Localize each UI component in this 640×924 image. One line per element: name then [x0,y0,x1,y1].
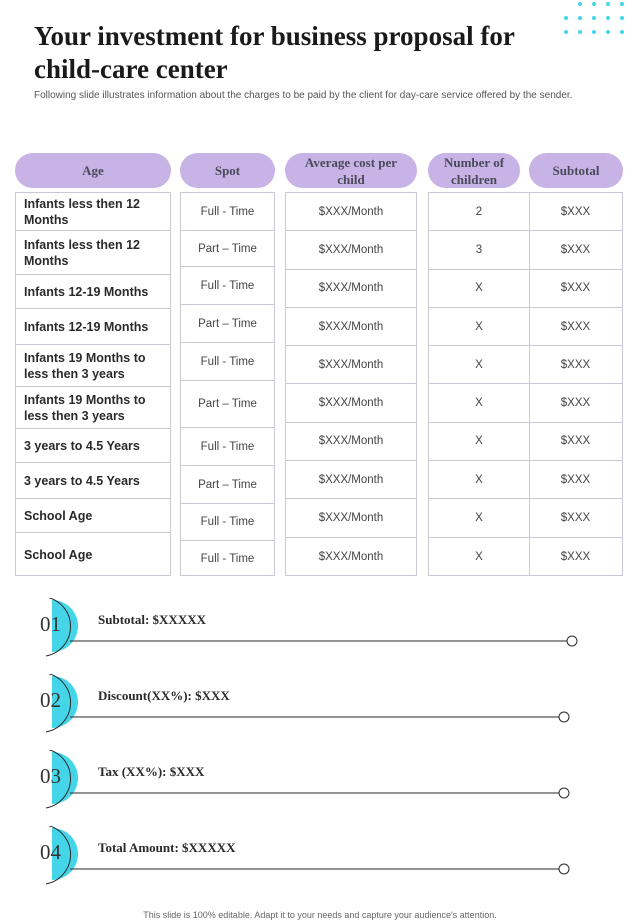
dot [592,2,596,6]
dot [620,16,624,20]
summary-row [40,750,580,810]
summary-label: Discount(XX%): $XXX [98,688,230,703]
spot-cell: Full - Time [181,428,274,466]
column-children-subtotal [428,192,623,576]
column-age [15,192,171,576]
age-cell: Infants 12-19 Months [16,309,170,345]
summary-decoration [40,750,585,810]
dot [592,16,596,20]
dot [606,2,610,6]
spot-cell: Part – Time [181,466,274,504]
summary-row [40,598,580,658]
subtotal-cell: $XXX [560,550,591,563]
header-number-of-children: Number of children [428,153,520,188]
summary-decoration [40,826,585,886]
summary-label: Tax (XX%): $XXX [98,764,205,779]
children-count-cell: X [429,423,529,461]
age-cell: Infants 19 Months to less then 3 years [16,345,170,387]
children-count-cell: X [429,385,529,423]
spot-cell: Full - Time [181,504,274,541]
page-subtitle: Following slide illustrates information about the charges to be paid by the client for day-care service offered by the sender. [34,90,573,101]
footer-note: This slide is 100% editable. Adapt it to your needs and capture your audience's attention. [143,910,497,920]
age-cell: 3 years to 4.5 Years [16,429,170,463]
dot [578,16,582,20]
children-count-cell: X [429,270,529,308]
children-count-cell: X [429,308,529,346]
subtotal-cell: $XXX [529,231,622,269]
summary-number: 03 [40,764,61,788]
summary-number: 04 [40,840,61,864]
summary-label: Subtotal: $XXXXX [98,612,206,627]
age-cell: School Age [16,499,170,533]
age-cell: 3 years to 4.5 Years [16,463,170,499]
line-end-circle-icon [559,712,569,722]
age-cell: Infants 12-19 Months [16,275,170,309]
line-end-circle-icon [559,788,569,798]
children-count-cell: X [429,461,529,499]
header-age: Age [15,153,171,188]
dot [606,30,610,34]
spot-cell: Full - Time [181,267,274,305]
subtotal-cell: $XXX [529,461,622,499]
dot [564,16,568,20]
dot [578,30,582,34]
header-spot: Spot [180,153,275,188]
age-cell: School Age [24,547,93,562]
children-count-cell: 2 [429,193,529,231]
spot-cell: Part – Time [181,231,274,267]
header-subtotal: Subtotal [529,153,623,188]
age-cell: Infants less then 12 Months [16,231,170,275]
subtotal-cell: $XXX [529,499,622,537]
children-count-cell: 3 [429,231,529,269]
spot-cell: Part – Time [181,381,274,428]
spot-cell: Full - Time [200,552,255,565]
average-cost-cell: $XXX/Month [286,346,416,384]
line-end-circle-icon [567,636,577,646]
subtotal-cell: $XXX [529,308,622,346]
summary-decoration [40,598,585,658]
summary-number: 02 [40,688,61,712]
subtotal-cell: $XXX [529,346,622,384]
children-count-cell: X [429,346,529,384]
subtotal-cell: $XXX [529,193,622,231]
age-cell: Infants 19 Months to less then 3 years [16,387,170,429]
summary-row [40,826,580,886]
spot-cell: Part – Time [181,305,274,343]
column-average-cost [285,192,417,576]
children-count-cell: X [429,499,529,537]
column-spot [180,192,275,576]
subtotal-cell: $XXX [529,270,622,308]
average-cost-cell: $XXX/Month [286,461,416,499]
age-cell: Infants less then 12 Months [16,193,170,231]
dot [620,2,624,6]
spot-cell: Full - Time [181,343,274,381]
summary-row [40,674,580,734]
page-title: Your investment for business proposal for child-care center [34,21,515,84]
average-cost-cell: $XXX/Month [286,499,416,537]
dot [606,16,610,20]
spot-cell: Full - Time [181,193,274,231]
summary-decoration [40,674,585,734]
average-cost-cell: $XXX/Month [286,270,416,308]
dot [592,30,596,34]
summary-number: 01 [40,612,61,636]
dot [564,30,568,34]
dot [620,30,624,34]
summary-label: Total Amount: $XXXXX [98,840,236,855]
average-cost-cell: $XXX/Month [286,385,416,423]
average-cost-cell: $XXX/Month [286,423,416,461]
header-average-cost: Average cost per child [285,153,417,188]
dot [578,2,582,6]
children-count-cell: X [475,550,483,563]
subtotal-cell: $XXX [529,385,622,423]
subtotal-cell: $XXX [529,423,622,461]
average-cost-cell: $XXX/Month [286,308,416,346]
average-cost-cell: $XXX/Month [286,193,416,231]
line-end-circle-icon [559,864,569,874]
average-cost-cell: $XXX/Month [318,550,384,563]
average-cost-cell: $XXX/Month [286,231,416,269]
